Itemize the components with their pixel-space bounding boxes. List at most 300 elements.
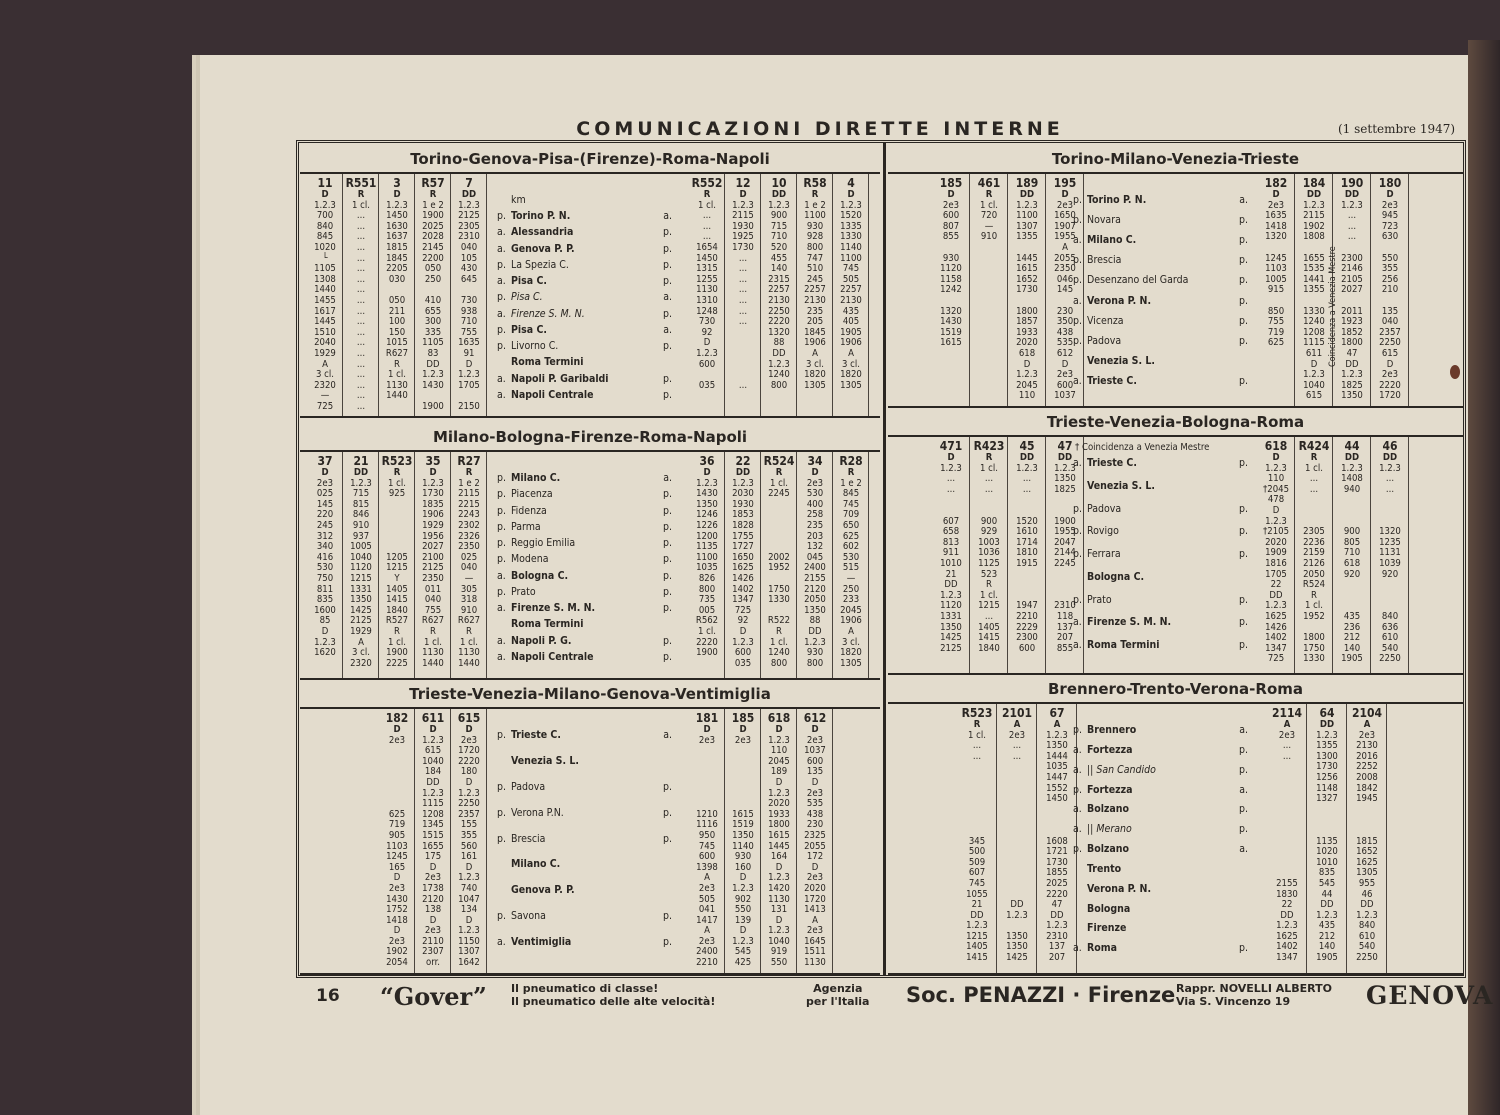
station-direction: a.	[1073, 457, 1082, 469]
time-cell: DD	[944, 579, 958, 591]
time-cell: 1.2.3	[1341, 199, 1363, 211]
time-cell: 2e3	[1381, 199, 1399, 211]
time-cell: orr.	[426, 957, 440, 969]
station-row	[497, 885, 672, 897]
time-cell: 1425	[1006, 952, 1028, 964]
time-cell: 911	[942, 547, 960, 559]
time-cell: 1320	[1265, 231, 1287, 243]
time-cell: 745	[842, 498, 860, 510]
station-name: Roma Termini	[1087, 639, 1160, 651]
time-cell: 1003	[978, 536, 1000, 548]
station-direction-end: p.	[1239, 274, 1248, 286]
time-cell: 1652	[1016, 273, 1038, 285]
time-cell: A	[1053, 719, 1061, 730]
time-cell: D	[703, 337, 711, 349]
time-cell: †2105	[1262, 526, 1290, 538]
time-cell: A	[812, 347, 818, 359]
train-column-left	[308, 455, 342, 669]
station-direction: p.	[1073, 548, 1082, 560]
time-cell: 1900	[386, 647, 408, 659]
time-cell: 550	[1381, 252, 1399, 264]
station-name: Torino P. N.	[511, 210, 571, 222]
time-cell: 22	[1281, 899, 1293, 911]
time-cell: 855	[1056, 642, 1074, 654]
time-cell: 2040	[314, 337, 336, 349]
time-cell: D	[739, 925, 747, 937]
station-direction-end: p.	[1239, 254, 1248, 266]
time-cell	[933, 243, 969, 254]
station-direction: p.	[1073, 525, 1082, 537]
train-column-right	[726, 455, 760, 669]
station-name: Verona P. N.	[1087, 295, 1152, 307]
station-name: Firenze	[1087, 922, 1127, 934]
time-cell: 509	[968, 856, 986, 868]
time-cell: 92	[701, 326, 713, 338]
time-cell: 2016	[1356, 750, 1378, 762]
time-cell: 900	[770, 210, 788, 222]
time-cell: 630	[1381, 231, 1399, 243]
time-cell: 1.2.3	[1016, 199, 1038, 211]
time-cell: 2025	[422, 220, 444, 232]
time-cell: 1955	[1054, 526, 1076, 538]
time-cell: D	[775, 724, 783, 735]
time-cell: 155	[460, 819, 478, 831]
train-number: 46	[1382, 439, 1398, 453]
time-cell: 207	[1048, 952, 1066, 964]
time-cell: 1440	[458, 657, 480, 669]
time-cell: 2205	[386, 263, 408, 275]
time-cell: 1402	[1276, 941, 1298, 953]
time-cell: 715	[352, 488, 370, 500]
train-number: 190	[1340, 176, 1364, 190]
time-cell: 2400	[696, 946, 718, 958]
time-cell: 1040	[768, 935, 790, 947]
time-cell: 1245	[386, 851, 408, 863]
time-cell: 1040	[350, 551, 372, 563]
time-cell: 2130	[1356, 740, 1378, 752]
train-column-left	[1038, 707, 1076, 964]
time-cell: 1 e 2	[422, 199, 444, 211]
time-cell: 400	[806, 498, 824, 510]
time-cell: 1.2.3	[1316, 729, 1338, 741]
time-cell: 1450	[1046, 793, 1068, 805]
section-bottom-rule	[888, 406, 1463, 408]
station-direction: a.	[497, 308, 506, 320]
time-cell: 2020	[804, 882, 826, 894]
time-cell: DD	[1057, 452, 1073, 463]
train-number: 182	[1264, 176, 1288, 190]
time-cell: 910	[352, 519, 370, 531]
station-row	[1073, 336, 1248, 348]
time-cell: R524	[1302, 579, 1326, 591]
train-number: 22	[735, 454, 751, 468]
station-row	[1073, 765, 1248, 777]
station-row	[497, 211, 672, 223]
time-cell: 1705	[458, 379, 480, 391]
time-cell: D	[1386, 358, 1394, 370]
time-cell: ...	[1022, 483, 1032, 495]
time-cell: 233	[842, 594, 860, 606]
station-direction: p.	[497, 291, 506, 303]
station-direction-end: p.	[1239, 234, 1248, 246]
time-cell: 1246	[696, 509, 718, 521]
train-column-left	[344, 455, 378, 669]
station-direction: p.	[1073, 194, 1082, 206]
time-cell: 1350	[1054, 473, 1076, 485]
time-cell: 1.2.3	[422, 369, 444, 381]
time-cell: 040	[1381, 316, 1399, 328]
time-cell: 025	[460, 551, 478, 563]
time-cell: 2002	[768, 551, 790, 563]
time-cell: 1900	[422, 210, 444, 222]
station-name: Savona	[511, 910, 546, 922]
time-cell: 210	[1381, 284, 1399, 296]
vertical-coincidence-note: Coincidenza a Venezia Mestre	[1328, 246, 1338, 367]
section-rule	[888, 702, 1463, 704]
time-cell: 840	[1358, 920, 1376, 932]
station-direction-end: p.	[663, 259, 672, 271]
time-cell: 1853	[732, 509, 754, 521]
time-cell: 1402	[1265, 632, 1287, 644]
time-cell: ...	[738, 273, 748, 285]
station-name: Brennero	[1087, 724, 1137, 736]
time-cell: 1055	[966, 888, 988, 900]
time-cell: 1140	[840, 241, 862, 253]
station-direction-end: p.	[663, 340, 672, 352]
train-column-left	[971, 440, 1007, 654]
time-cell: 1800	[1016, 305, 1038, 317]
time-cell: DD	[1382, 452, 1398, 463]
time-cell: R	[430, 625, 436, 637]
time-cell: R	[985, 452, 993, 463]
station-direction-end: p.	[1239, 548, 1248, 560]
time-cell: DD	[1019, 452, 1035, 463]
train-number: 611	[421, 711, 445, 725]
time-cell: 1350	[1006, 941, 1028, 953]
column-rule	[486, 174, 487, 416]
time-cell: 745	[842, 263, 860, 275]
time-cell: 2050	[804, 594, 826, 606]
train-column-right	[798, 712, 832, 969]
station-direction-end: a.	[663, 210, 672, 222]
column-rule	[450, 174, 451, 416]
time-cell: 1825	[1341, 379, 1363, 391]
station-name: Roma	[1087, 942, 1117, 954]
station-row	[1073, 745, 1248, 757]
time-cell: 1430	[940, 316, 962, 328]
time-cell: 2320	[350, 657, 372, 669]
station-name: Milano C.	[511, 858, 561, 870]
time-cell: 1130	[386, 379, 408, 391]
time-cell: 530	[316, 562, 334, 574]
station-row	[1073, 275, 1248, 287]
time-cell: 305	[460, 583, 478, 595]
time-cell: 607	[942, 515, 960, 527]
time-cell: 1248	[696, 305, 718, 317]
time-cell: 1355	[1316, 740, 1338, 752]
time-cell: 1625	[732, 562, 754, 574]
time-cell: 1947	[1016, 600, 1038, 612]
station-row	[1073, 356, 1248, 368]
time-cell	[726, 349, 760, 360]
time-cell: 1418	[1265, 220, 1287, 232]
station-name: Venezia S. L.	[1087, 480, 1155, 492]
column-rule	[1306, 704, 1307, 973]
time-cell: 1900	[696, 647, 718, 659]
timetable-section-s3	[300, 685, 880, 975]
time-cell: 1415	[978, 632, 1000, 644]
train-number: 2104	[1351, 706, 1383, 720]
time-cell: 1909	[1265, 547, 1287, 559]
time-cell: 139	[734, 914, 752, 926]
station-direction-end: p.	[663, 570, 672, 582]
train-number: R552	[691, 176, 723, 190]
train-number: 184	[1302, 176, 1326, 190]
time-cell: 1617	[314, 305, 336, 317]
time-cell: 755	[424, 604, 442, 616]
time-cell: 930	[806, 647, 824, 659]
train-number: 181	[695, 711, 719, 725]
time-cell: A	[812, 914, 818, 926]
time-cell: 910	[980, 231, 998, 243]
column-rule	[450, 452, 451, 678]
time-cell: 1 cl.	[1305, 600, 1323, 612]
time-cell: 1330	[840, 231, 862, 243]
time-cell: R627	[421, 615, 445, 627]
time-cell: 1 cl.	[968, 729, 986, 741]
time-cell: 700	[316, 210, 334, 222]
time-cell: 929	[980, 526, 998, 538]
time-cell: 1.2.3	[1341, 369, 1363, 381]
time-cell: 1620	[314, 647, 336, 659]
time-cell: 110	[1018, 390, 1036, 402]
time-cell: D	[739, 189, 747, 200]
time-cell: D	[321, 625, 329, 637]
time-cell: 1100	[804, 210, 826, 222]
time-cell: DD	[1320, 899, 1334, 911]
time-cell: ...	[946, 473, 956, 485]
time-cell: 118	[1056, 610, 1074, 622]
time-cell: 046	[1056, 273, 1074, 285]
time-cell: 1.2.3	[1016, 462, 1038, 474]
station-name: Padova	[1087, 335, 1122, 347]
time-cell	[1372, 506, 1408, 517]
column-rule	[1294, 437, 1295, 673]
time-cell: 189	[770, 766, 788, 778]
time-cell: 1652	[1356, 846, 1378, 858]
time-cell: 258	[806, 509, 824, 521]
column-rule	[486, 452, 487, 678]
train-column-right	[834, 177, 868, 391]
time-cell: 1320	[940, 305, 962, 317]
time-cell: ...	[972, 750, 982, 762]
time-cell: 602	[842, 541, 860, 553]
time-cell: 1 e 2	[458, 477, 480, 489]
station-name: km	[511, 194, 526, 206]
train-number: 47	[1057, 439, 1073, 453]
station-row	[497, 782, 672, 794]
time-cell: 840	[1381, 610, 1399, 622]
section-rule	[300, 172, 880, 174]
time-cell: 1820	[840, 369, 862, 381]
train-number: 461	[977, 176, 1001, 190]
time-cell: D	[429, 914, 437, 926]
time-cell: 1820	[840, 647, 862, 659]
time-cell: 1945	[1356, 793, 1378, 805]
time-cell: 1816	[1265, 557, 1287, 569]
time-cell: 135	[1381, 305, 1399, 317]
time-cell: 1 cl.	[388, 636, 406, 648]
station-direction-end: p.	[663, 936, 672, 948]
time-cell: 940	[1343, 483, 1361, 495]
time-cell: 175	[424, 851, 442, 863]
time-cell: ...	[1012, 750, 1022, 762]
time-cell: 2e3	[806, 872, 824, 884]
time-cell	[971, 338, 1007, 349]
time-cell: †2045	[1262, 483, 1290, 495]
time-cell: 650	[842, 519, 860, 531]
time-cell	[1296, 506, 1332, 517]
time-cell: 520	[770, 241, 788, 253]
time-cell: 1956	[422, 530, 444, 542]
column-rule	[378, 174, 379, 416]
time-cell: 435	[1343, 610, 1361, 622]
time-cell: 1.2.3	[840, 199, 862, 211]
time-cell: 1800	[768, 819, 790, 831]
time-cell	[1296, 243, 1332, 254]
timetable-section-s4	[888, 150, 1463, 408]
time-cell: 1828	[732, 519, 754, 531]
time-cell: 1520	[1016, 515, 1038, 527]
time-cell: 345	[968, 835, 986, 847]
station-row	[497, 325, 672, 337]
time-cell: ...	[738, 284, 748, 296]
time-cell: 1105	[422, 337, 444, 349]
time-cell: 1208	[1303, 326, 1325, 338]
time-cell: R562	[695, 615, 719, 627]
time-cell: 2020	[1016, 337, 1038, 349]
time-cell: 625	[842, 530, 860, 542]
time-cell: 1.2.3	[696, 347, 718, 359]
time-cell: 1331	[350, 583, 372, 595]
time-cell: 1 cl.	[770, 636, 788, 648]
time-cell: 1205	[386, 551, 408, 563]
time-cell: 256	[1381, 273, 1399, 285]
time-cell: ...	[356, 263, 366, 275]
advertisement-footer	[316, 981, 1494, 1014]
time-cell: 3 cl.	[842, 358, 860, 370]
time-cell: 2e3	[942, 199, 960, 211]
time-cell: R	[465, 467, 473, 478]
time-cell: 1330	[768, 594, 790, 606]
time-cell: 2e3	[388, 734, 406, 746]
time-cell: ...	[702, 231, 712, 243]
time-cell: DD	[735, 467, 751, 478]
time-cell: 2e3	[424, 925, 442, 937]
station-direction-end: p.	[1239, 803, 1248, 815]
time-cell: 1.2.3	[1046, 920, 1068, 932]
time-cell: 1.2.3	[768, 872, 790, 884]
column-rule	[724, 709, 725, 973]
time-cell: 1655	[422, 840, 444, 852]
train-number: R524	[763, 454, 795, 468]
time-cell: 2027	[422, 541, 444, 553]
time-cell: 550	[734, 904, 752, 916]
time-cell: 2100	[422, 551, 444, 563]
time-cell: 1905	[840, 326, 862, 338]
time-cell: 2144	[1054, 547, 1076, 559]
time-cell	[1296, 296, 1332, 307]
time-cell: 3 cl.	[316, 369, 334, 381]
station-name: Alessandria	[511, 226, 574, 238]
column-rule	[1083, 174, 1084, 406]
time-cell: 335	[424, 326, 442, 338]
time-cell: 1242	[940, 284, 962, 296]
time-cell: 1.2.3	[1054, 462, 1076, 474]
time-cell: R	[985, 189, 993, 200]
time-cell: ...	[702, 210, 712, 222]
time-cell: 1256	[1316, 771, 1338, 783]
time-cell: 1625	[1356, 856, 1378, 868]
time-cell: 1005	[350, 541, 372, 553]
station-name: La Spezia C.	[511, 259, 569, 271]
time-cell: 1308	[314, 273, 336, 285]
station-name: Trieste C.	[511, 729, 561, 741]
station-row	[1073, 904, 1248, 916]
train-number: 618	[1264, 439, 1288, 453]
time-cell: 131	[770, 904, 788, 916]
time-cell: 1 cl.	[980, 589, 998, 601]
station-row	[1073, 943, 1248, 955]
time-cell: 1635	[458, 337, 480, 349]
time-cell: 212	[1318, 930, 1336, 942]
time-cell: 1720	[1379, 390, 1401, 402]
time-cell: 719	[388, 819, 406, 831]
train-number: 7	[465, 176, 473, 190]
time-cell: 1307	[1016, 220, 1038, 232]
station-name: Trieste C.	[1087, 375, 1137, 387]
station-name: Verona P.N.	[511, 807, 564, 819]
time-cell: D	[321, 467, 329, 478]
time-cell: 1714	[1016, 536, 1038, 548]
time-cell: 937	[352, 530, 370, 542]
time-cell: 747	[806, 252, 824, 264]
time-cell: 730	[460, 294, 478, 306]
time-cell: 1654	[696, 241, 718, 253]
time-cell: ...	[1347, 231, 1357, 243]
time-cell: A	[322, 358, 328, 370]
train-column-right	[1268, 707, 1306, 964]
time-cell: 1417	[696, 914, 718, 926]
time-cell: 1.2.3	[458, 872, 480, 884]
time-cell: 132	[806, 541, 824, 553]
train-number: R551	[345, 176, 377, 190]
station-name: Desenzano del Garda	[1087, 274, 1189, 286]
time-cell	[1308, 826, 1346, 837]
station-row	[497, 341, 672, 353]
station-direction-end: p.	[663, 651, 672, 663]
time-cell: 1.2.3	[1046, 729, 1068, 741]
time-cell: 1.2.3	[1265, 600, 1287, 612]
time-cell: 1347	[732, 594, 754, 606]
time-cell: R	[847, 467, 855, 478]
time-cell: 1615	[940, 337, 962, 349]
time-cell: 1730	[422, 488, 444, 500]
column-rule	[969, 437, 970, 673]
station-direction-end: p.	[1239, 457, 1248, 469]
time-cell: 1307	[458, 946, 480, 958]
time-cell: 2130	[840, 294, 862, 306]
